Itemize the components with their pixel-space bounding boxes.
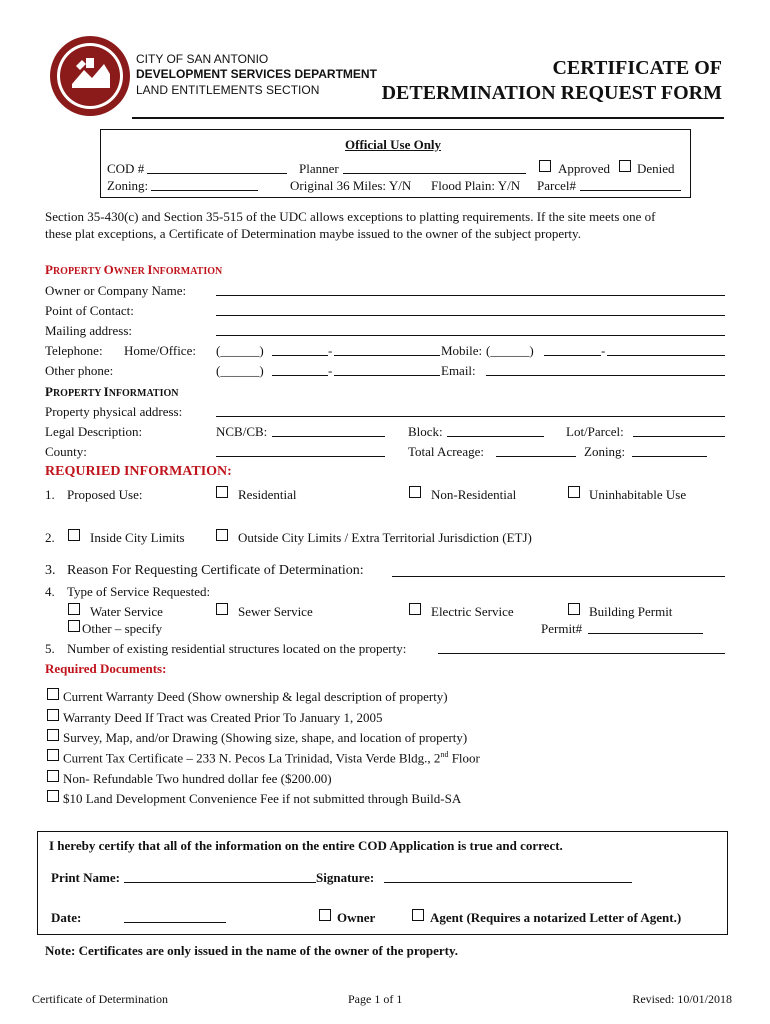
header-department: DEVELOPMENT SERVICES DEPARTMENT	[136, 67, 377, 81]
non-residential-label: Non-Residential	[431, 487, 517, 502]
total-acreage-label: Total Acreage:	[408, 444, 484, 459]
denied-checkbox[interactable]	[619, 160, 631, 172]
intro-line-1: Section 35-430(c) and Section 35-515 of the UDC allows exceptions to platting requirements. If the site meets one of	[45, 209, 656, 224]
zoning-label: Zoning:	[107, 178, 149, 193]
home-office-number-field[interactable]	[334, 355, 440, 356]
lot-parcel-field[interactable]	[633, 436, 725, 437]
service-type-label: Type of Service Requested:	[67, 584, 211, 599]
certify-statement: I hereby certify that all of the information on the entire COD Application is true and correct.	[49, 838, 563, 853]
mobile-label: Mobile:	[441, 343, 483, 358]
other-service-checkbox[interactable]	[68, 620, 80, 632]
mobile-prefix-field[interactable]	[544, 355, 601, 356]
owner-name-field[interactable]	[216, 295, 725, 296]
other-service-label: Other – specify	[82, 621, 163, 636]
lot-parcel-label: Lot/Parcel:	[566, 424, 624, 439]
doc-item-4: Current Tax Certificate – 233 N. Pecos La Trinidad, Vista Verde Bldg., 2nd Floor	[63, 750, 480, 766]
required-documents-heading: Required Documents:	[45, 661, 167, 676]
other-phone-dash: -	[328, 363, 333, 378]
fee-checkbox[interactable]	[47, 770, 59, 782]
sewer-service-label: Sewer Service	[238, 604, 313, 619]
planner-field[interactable]	[343, 173, 526, 174]
other-phone-area-code[interactable]: (______)	[216, 363, 264, 378]
proposed-use-label: Proposed Use:	[67, 487, 143, 502]
agent-label: Agent (Requires a notarized Letter of Agent.)	[430, 910, 682, 925]
header-rule	[132, 117, 724, 119]
date-label: Date:	[51, 910, 82, 925]
print-name-label: Print Name:	[51, 870, 120, 885]
electric-service-checkbox[interactable]	[409, 603, 421, 615]
structures-label: Number of existing residential structures located on the property:	[67, 641, 407, 656]
home-office-dash: -	[328, 343, 333, 358]
sewer-service-checkbox[interactable]	[216, 603, 228, 615]
header-city: CITY OF SAN ANTONIO	[136, 52, 269, 66]
legal-description-label: Legal Description:	[45, 424, 143, 439]
residential-checkbox[interactable]	[216, 486, 228, 498]
building-permit-checkbox[interactable]	[568, 603, 580, 615]
required-info-heading: REQURIED INFORMATION:	[45, 464, 232, 479]
block-label: Block:	[408, 424, 443, 439]
cod-label: COD #	[107, 161, 145, 176]
owner-info-heading: PROPERTY OWNER INFORMATION	[45, 262, 223, 277]
mobile-area-code[interactable]: (______)	[486, 343, 534, 358]
permit-number-field[interactable]	[588, 633, 703, 634]
outside-city-checkbox[interactable]	[216, 529, 228, 541]
form-title-line1: CERTIFICATE OF	[552, 57, 722, 79]
home-office-area-code[interactable]: (______)	[216, 343, 264, 358]
footer-left: Certificate of Determination	[32, 992, 168, 1006]
signature-label: Signature:	[316, 870, 375, 885]
q4-number: 4.	[45, 584, 55, 599]
reason-field[interactable]	[392, 576, 725, 577]
zoning-field[interactable]	[151, 190, 258, 191]
mailing-address-field[interactable]	[216, 335, 725, 336]
approved-label: Approved	[558, 161, 610, 176]
structures-field[interactable]	[438, 653, 725, 654]
prior-deed-checkbox[interactable]	[47, 709, 59, 721]
permit-number-label: Permit#	[541, 621, 583, 636]
official-use-title: Official Use Only	[345, 137, 442, 152]
point-of-contact-field[interactable]	[216, 315, 725, 316]
property-address-label: Property physical address:	[45, 404, 183, 419]
property-zoning-label: Zoning:	[584, 444, 626, 459]
outside-city-label: Outside City Limits / Extra Territorial Jurisdiction (ETJ)	[238, 530, 532, 545]
q2-number: 2.	[45, 530, 55, 545]
inside-city-checkbox[interactable]	[68, 529, 80, 541]
mobile-dash: -	[601, 343, 606, 358]
form-title-line2: DETERMINATION REQUEST FORM	[381, 82, 722, 104]
residential-label: Residential	[238, 487, 297, 502]
non-residential-checkbox[interactable]	[409, 486, 421, 498]
inside-city-label: Inside City Limits	[90, 530, 185, 545]
owner-note: Note: Certificates are only issued in the name of the owner of the property.	[45, 943, 459, 958]
q5-number: 5.	[45, 641, 55, 656]
water-service-checkbox[interactable]	[68, 603, 80, 615]
property-zoning-field[interactable]	[632, 456, 707, 457]
agent-checkbox[interactable]	[412, 909, 424, 921]
reason-label: Reason For Requesting Certificate of Determination:	[67, 563, 364, 578]
ncb-label: NCB/CB:	[216, 424, 268, 439]
county-label: County:	[45, 444, 87, 459]
survey-checkbox[interactable]	[47, 729, 59, 741]
doc-item-2: Warranty Deed If Tract was Created Prior To January 1, 2005	[63, 710, 383, 725]
doc-item-5: Non- Refundable Two hundred dollar fee ($200.00)	[63, 771, 332, 786]
signature-field[interactable]	[384, 882, 632, 883]
total-acreage-field[interactable]	[496, 456, 576, 457]
block-field[interactable]	[447, 436, 544, 437]
telephone-label: Telephone:	[45, 343, 103, 358]
doc-item-6: $10 Land Development Convenience Fee if not submitted through Build-SA	[63, 791, 462, 806]
tax-certificate-checkbox[interactable]	[47, 749, 59, 761]
mobile-number-field[interactable]	[607, 355, 725, 356]
email-label: Email:	[441, 363, 476, 378]
mailing-address-label: Mailing address:	[45, 323, 133, 338]
electric-service-label: Electric Service	[431, 604, 514, 619]
warranty-deed-checkbox[interactable]	[47, 688, 59, 700]
owner-checkbox[interactable]	[319, 909, 331, 921]
property-address-field[interactable]	[216, 416, 725, 417]
owner-label: Owner	[337, 910, 376, 925]
doc-item-3: Survey, Map, and/or Drawing (Showing size, shape, and location of property)	[63, 730, 468, 745]
county-field[interactable]	[216, 456, 385, 457]
uninhabitable-checkbox[interactable]	[568, 486, 580, 498]
water-service-label: Water Service	[90, 604, 163, 619]
q1-number: 1.	[45, 487, 55, 502]
uninhabitable-label: Uninhabitable Use	[589, 487, 687, 502]
flood-plain-label: Flood Plain: Y/N	[431, 178, 521, 193]
point-of-contact-label: Point of Contact:	[45, 303, 134, 318]
email-field[interactable]	[486, 375, 725, 376]
convenience-fee-checkbox[interactable]	[47, 790, 59, 802]
print-name-field[interactable]	[124, 882, 316, 883]
approved-checkbox[interactable]	[539, 160, 551, 172]
parcel-field[interactable]	[580, 190, 681, 191]
home-office-prefix-field[interactable]	[272, 355, 328, 356]
header-section: LAND ENTITLEMENTS SECTION	[136, 83, 320, 97]
footer-page: Page 1 of 1	[348, 992, 403, 1006]
planner-label: Planner	[299, 161, 339, 176]
building-permit-label: Building Permit	[589, 604, 673, 619]
doc-item-1: Current Warranty Deed (Show ownership & legal description of property)	[63, 689, 448, 704]
other-phone-label: Other phone:	[45, 363, 114, 378]
original-miles-label: Original 36 Miles: Y/N	[290, 178, 412, 193]
q3-number: 3.	[45, 563, 56, 578]
other-phone-number-field[interactable]	[334, 375, 440, 376]
owner-name-label: Owner or Company Name:	[45, 283, 187, 298]
ncb-field[interactable]	[272, 436, 385, 437]
home-office-label: Home/Office:	[124, 343, 196, 358]
other-phone-prefix-field[interactable]	[272, 375, 328, 376]
cod-field[interactable]	[147, 173, 287, 174]
footer-revised: Revised: 10/01/2018	[632, 992, 732, 1006]
date-field[interactable]	[124, 922, 226, 923]
denied-label: Denied	[637, 161, 675, 176]
intro-line-2: these plat exceptions, a Certificate of Determination maybe issued to the owner of the subject property.	[45, 226, 581, 241]
property-info-heading: PROPERTY INFORMATION	[45, 384, 179, 399]
parcel-label: Parcel#	[537, 178, 576, 193]
city-seal-icon	[48, 34, 132, 118]
